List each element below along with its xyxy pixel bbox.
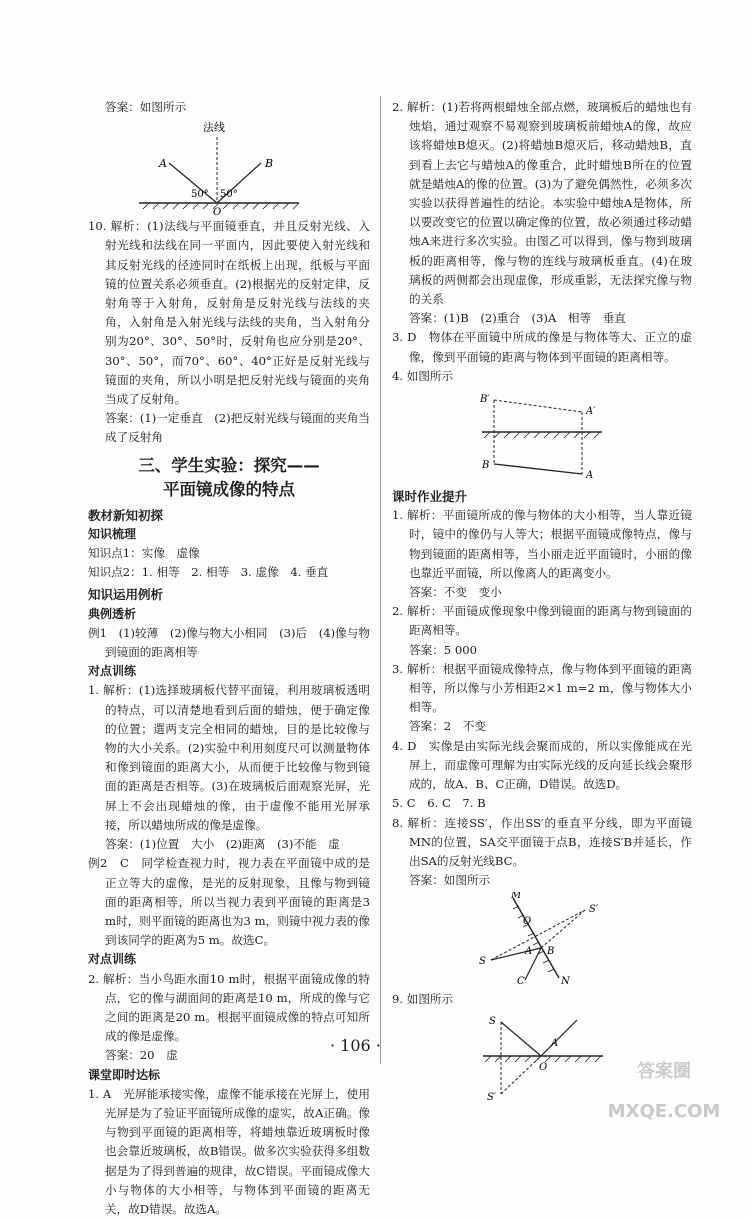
normal-label: 法线: [203, 121, 225, 135]
o-label: O: [523, 916, 532, 928]
s-prime-label-4: S′: [487, 1091, 497, 1103]
heading-practice-1: 对点训练: [88, 664, 137, 679]
point-o-label: O: [213, 207, 222, 216]
hw1-answer: 答案：不变 变小: [409, 585, 502, 600]
class-check-1: 1. A 光屏能承接实像，虚像不能承接在光屏上，使用光屏是为了验证平面镜所成像的虚实，故A正确。像与物到平面镜的距离相等，将蜡烛靠近玻璃板时像也会靠近玻璃板，故B错误。做多次实验获得多组数据是为了得到普遍的规律，故C错误。平面镜成像大小与物体的大小相等，与物体到平面镜的距离无关，故D错误。故选A。: [88, 1086, 370, 1216]
n-label: N: [561, 976, 570, 988]
a-prime-label: A′: [586, 406, 596, 418]
section-title: 三、学生实验：探究—— 平面镜成像的特点: [138, 455, 320, 499]
point-b-label: B: [265, 157, 274, 171]
knowledge-point-1: 知识点1：实像 虚像: [88, 546, 200, 561]
mirror-image-diagram: [462, 388, 622, 484]
hw9-answer: 9. 如图所示: [392, 992, 454, 1007]
hw2-answer: 答案：5 000: [409, 642, 477, 657]
hw2-analysis: 2. 解析：平面镜成像现象中像到镜面的距离与物到镜面的距离相等。: [392, 604, 692, 638]
s-label-4: S: [489, 1015, 496, 1027]
reflection-diagram: [129, 119, 329, 215]
hw8-answer: 答案：如图所示: [409, 873, 491, 888]
practice-1-analysis: 1. 解析：(1)选择玻璃板代替平面镜，利用玻璃板透明的特点，可以清楚地看到后面的蜡烛，便于确定像的位置；選两支完全相同的蜡烛，目的是比较像与物的大小关系。(2)实验中利用刻度尺可以测量物体和像到镜面的距离大小，从而便于比较像与物到镜面的距离是否相等。(3)在玻璃板后面观察光屏，光屏上不会出现蜡烛的像，由于虚像不能用光屏承接，所以蜡烛所成的像是虚像。: [88, 683, 370, 832]
right-column: [392, 98, 692, 1110]
column-divider: [380, 96, 381, 1064]
hw8-analysis: 8. 解析：连接SS′，作出SS′的垂直平分线，即为平面镜MN的位置，SA交平面镜于点B，连接S′B并延长，作出SA的反射光线BC。: [392, 815, 692, 868]
b-label: B: [482, 460, 490, 472]
r2-answer: 答案：(1)B (2)重合 (3)A 相等 垂直: [409, 311, 626, 326]
heading-new-knowledge: 教材新知初探: [88, 507, 164, 523]
hw5-7-answers: 5. C 6. C 7. B: [392, 796, 486, 811]
practice-2-answer: 答案：20 虚: [105, 1048, 178, 1063]
b-prime-label: B′: [480, 394, 490, 406]
r4-answer: 4. 如图所示: [392, 368, 454, 383]
o-label-4: O: [539, 1061, 548, 1073]
practice-2-analysis: 2. 解析：当小鸟距水面10 m时，根据平面镜成像的特点，它的像与湖面间的距离是10 m，所成的像与它之间的距离是20 m。根据平面镜成像的特点可知所成的像是虚像。: [88, 971, 370, 1044]
heading-homework: 课时作业提升: [392, 489, 468, 505]
left-column: [88, 98, 370, 1219]
r2-analysis: 2. 解析：(1)若将两根蜡烛全部点燃，玻璃板后的蜡烛也有烛焰，通过观察不易观察到玻璃板前蜡烛A的像，故应该将蜡烛B熄灭。(2)将蜡烛B熄灭后，移动蜡烛B，直到看上去它与蜡烛A的像重合，此时蜡烛B所在的位置就是蜡烛A的像的位置。(3)为了避免偶然性，必须多次实验以获得普遍性的结论。本实验中蜡烛A是物体，所以要改变它的位置以确定像的位置，故必须通过移动蜡烛A来进行多次实验。由图乙可以得到，像与物到玻璃板的距离相等，像与物的连线与玻璃板垂直。(4)在玻璃板的两侧都会出现虚像，形成重影，无法探究像与物的关系: [392, 100, 692, 307]
angle-left-label: 50°: [191, 189, 209, 201]
mirror-construction-diagram: [467, 892, 617, 988]
s-label: S: [479, 956, 486, 968]
example-1: 例1 (1)较薄 (2)像与物大小相同 (3)后 (4)像与物到镜面的距离相等: [88, 625, 370, 660]
q10-answer: 答案：(1)一定垂直 (2)把反射光线与镜面的夹角当成了反射角: [105, 411, 370, 445]
knowledge-point-2: 知识点2：1. 相等 2. 相等 3. 虚像 4. 垂直: [88, 565, 329, 580]
b-label-3: B: [547, 946, 555, 958]
point-a-label: A: [159, 157, 167, 171]
r3-answer: 3. D 物体在平面镜中所成的像是与物体等大、正立的虚像，像到平面镜的距离与物体到平面镜的距离相等。: [392, 330, 692, 364]
heading-application: 知识运用例析: [88, 587, 164, 603]
a-label: A: [586, 470, 594, 482]
hw1-analysis: 1. 解析：平面镜所成的像与物体的大小相等，当人靠近镜时，镜中的像仍与人等大；根据平面镜成像特点，像与物到镜面的距离相等，当小丽走近平面镜时，小丽的像也靠近平面镜，所以像离人的距离变小。: [392, 508, 692, 580]
heading-practice-2: 对点训练: [88, 952, 137, 967]
heading-knowledge-summary: 知识梳理: [88, 526, 137, 541]
practice-1-answer: 答案：(1)位置 大小 (2)距离 (3)不能 虚: [105, 837, 340, 852]
a-label-4: A: [551, 1037, 559, 1049]
heading-class-check: 课堂即时达标: [88, 1067, 161, 1082]
hw4-answer: 4. D 实像是由实际光线会聚而成的，所以实像能成在光屏上，而虚像可理解为由实际光线的反向延长线会聚形成的，故A、B、C正确，D错误。故选D。: [392, 738, 692, 792]
s-prime-label: S′: [589, 904, 599, 916]
q10-analysis: 10. 解析：(1)法线与平面镜垂直，并且反射光线、入射光线和法线在同一平面内，因此要使入射光线和其反射光线的径迹同时在纸板上出现，纸板与平面镜的位置关系必须垂直。(2)根据光的反射定律，反射角等于入射角，反射角是反射光线与法线的夹角，入射角是入射光线与法线的夹角，当入射角分别为20°、30°、50°时，反射角也应分别是20°、30°、50°，而70°、60°、40°正好是反射光线与镜面的夹角，所以小明是把反射光线与镜面的夹角当成了反射角。: [88, 219, 370, 407]
example-2: 例2 C 同学检查视力时，视力表在平面镜中成的是正立等大的虚像，是光的反射现象，且像与物到镜面的距离相等，所以当视力表到平面镜的距离是3 m时，则平面镜的距离也为3 m，则镜中视力表的像到该同学的距离为5 m。故选C。: [88, 856, 370, 948]
m-label: M: [511, 892, 522, 902]
watermark-logo: 答案圈 MXQE.COM: [607, 1061, 721, 1122]
heading-examples: 典例透析: [88, 606, 137, 621]
a-label-3: A: [525, 946, 533, 958]
hw3-answer: 答案：2 不变: [409, 719, 486, 734]
page-number: · 106 ·: [330, 1036, 381, 1055]
answer-top: 答案：如图所示: [105, 100, 187, 114]
hw3-analysis: 3. 解析：根据平面镜成像特点，像与物体到平面镜的距离相等，所以像与小芳相距2×1 m=2 m，像与物体大小相等。: [392, 661, 692, 715]
angle-right-label: 50°: [220, 189, 238, 201]
c-label: C: [517, 976, 525, 988]
